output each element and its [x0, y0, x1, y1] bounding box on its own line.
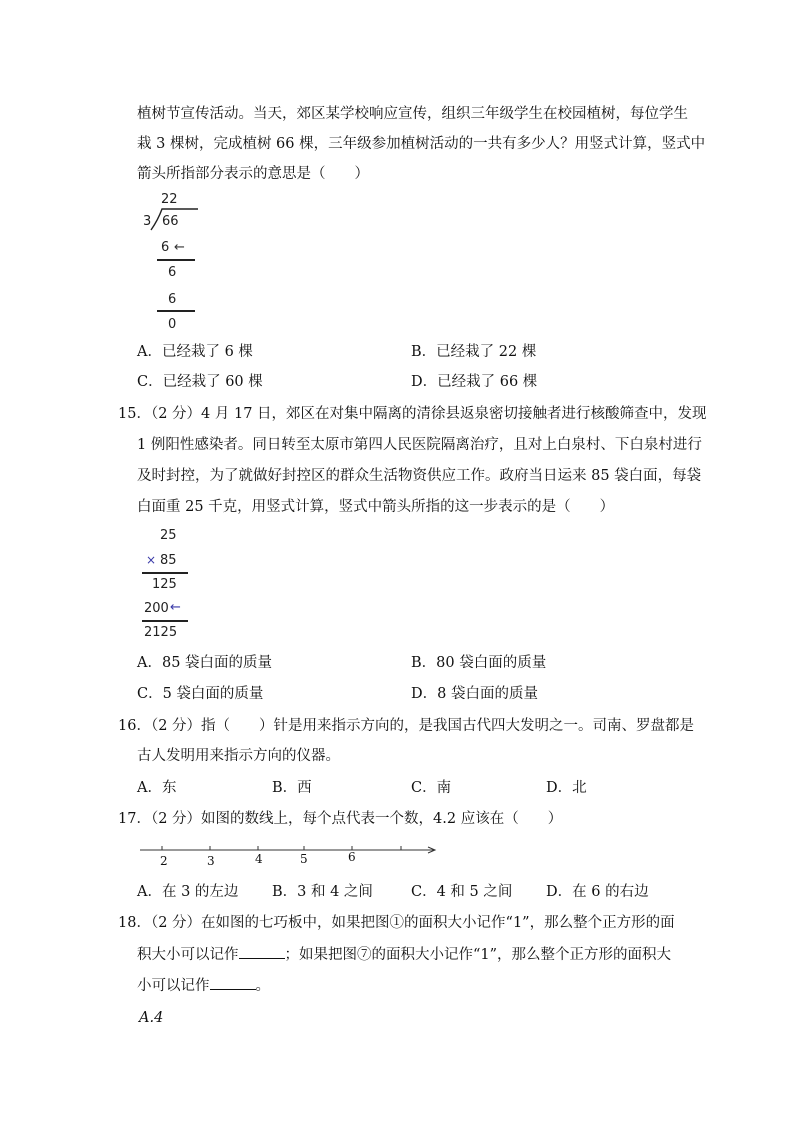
q15-rule-2: [142, 620, 188, 622]
q18-line-3-end: 。: [255, 978, 270, 994]
tick-label: 3: [207, 854, 215, 868]
tick-label: 4: [255, 852, 263, 866]
q17-option-b[interactable]: B．3 和 4 之间: [272, 884, 373, 900]
q15-line-1: 15．（2 分）4 月 17 日，郊区在对集中隔离的清徐县返泉密切接触者进行核酸筛查中，发现: [118, 406, 707, 422]
tick-label: 6: [348, 850, 356, 864]
q18-line-2: [137, 944, 671, 965]
q15-option-b[interactable]: B．80 袋白面的质量: [411, 655, 547, 671]
tick-label: 2: [160, 854, 168, 868]
q17-option-c[interactable]: C．4 和 5 之间: [411, 884, 513, 900]
q16-option-b[interactable]: B．西: [272, 780, 312, 796]
q14-step-1: 6: [161, 240, 170, 255]
q14-option-c[interactable]: C．已经栽了 60 棵: [137, 374, 263, 390]
number-line-axis: [138, 838, 438, 872]
q16-option-c[interactable]: C．南: [411, 780, 452, 796]
q14-quotient: 22: [161, 192, 178, 207]
q18-line-1: 18．（2 分）在如图的七巧板中，如果把图①的面积大小记作“1”，那么整个正方形的面: [118, 915, 675, 931]
q14-option-d[interactable]: D．已经栽了 66 棵: [411, 374, 538, 390]
q17-line-1: 17．（2 分）如图的数线上，每个点代表一个数，4.2 应该在（ ）: [118, 811, 563, 827]
q18-answer-blank-1[interactable]: [239, 944, 285, 959]
q14-dividend: 66: [162, 214, 179, 229]
q15-line-2: 1 例阳性感染者。同日转至太原市第四人民医院隔离治疗，且对上白泉村、下白泉村进行: [137, 437, 702, 453]
number-line: [138, 838, 438, 872]
q18-line-3-start: 小可以记作: [137, 978, 210, 994]
q15-bottom-factor: 85: [160, 553, 177, 568]
q15-line-4: 白面重 25 千克，用竖式计算，竖式中箭头所指的这一步表示的是（ ）: [137, 499, 615, 515]
q14-step-3: 6: [168, 292, 177, 307]
q15-rule-1: [142, 572, 188, 574]
times-icon: ×: [146, 553, 157, 567]
q14-line-2: 栽 3 棵树，完成植树 66 棵，三年级参加植树活动的一共有多少人？用竖式计算，竖式中: [137, 136, 706, 152]
q15-partial-2: 200: [144, 601, 169, 616]
q16-line-1: 16．（2 分）指（ ）针是用来指示方向的，是我国古代四大发明之一。司南、罗盘都是: [118, 718, 695, 734]
q16-option-a[interactable]: A．东: [137, 780, 177, 796]
q14-step-2: 6: [168, 265, 177, 280]
q14-option-a[interactable]: A．已经栽了 6 棵: [137, 344, 253, 360]
q18-figure-label: A.4: [139, 1010, 164, 1026]
q14-rule-1: [157, 259, 195, 261]
q14-rule-2: [157, 310, 195, 312]
q17-option-d[interactable]: D．在 6 的右边: [546, 884, 649, 900]
q14-divisor: 3: [143, 214, 152, 229]
q15-result: 2125: [144, 625, 178, 640]
q18-answer-blank-2[interactable]: [210, 975, 256, 990]
q15-option-c[interactable]: C．5 袋白面的质量: [137, 686, 264, 702]
q14-line-1: 植树节宣传活动。当天，郊区某学校响应宣传，组织三年级学生在校园植树，每位学生: [137, 106, 688, 122]
q14-division-figure: [140, 190, 200, 335]
q15-partial-1: 125: [152, 577, 177, 592]
q15-top-factor: 25: [160, 528, 177, 543]
q17-option-a[interactable]: A．在 3 的左边: [137, 884, 239, 900]
q15-line-3: 及时封控，为了就做好封控区的群众生活物资供应工作。政府当日运来 85 袋白面，每袋: [137, 468, 702, 484]
q14-option-b[interactable]: B．已经栽了 22 棵: [411, 344, 537, 360]
q18-line-3: [137, 975, 270, 996]
q18-line-2-end: ；如果把图⑦的面积大小记作“1”，那么整个正方形的面积大: [284, 947, 672, 963]
arrow-left-icon: ←: [170, 600, 181, 615]
q15-multiplication-figure: [140, 526, 200, 644]
arrow-left-icon: ←: [174, 240, 185, 255]
tick-label: 5: [300, 852, 308, 866]
q18-line-2-start: 积大小可以记作: [137, 947, 239, 963]
q16-option-d[interactable]: D．北: [546, 780, 587, 796]
q15-option-d[interactable]: D．8 袋白面的质量: [411, 686, 538, 702]
q14-line-3: 箭头所指部分表示的意思是（ ）: [137, 166, 369, 182]
q14-remainder: 0: [168, 317, 177, 332]
q15-option-a[interactable]: A．85 袋白面的质量: [137, 655, 273, 671]
q16-line-2: 古人发明用来指示方向的仪器。: [137, 748, 340, 764]
